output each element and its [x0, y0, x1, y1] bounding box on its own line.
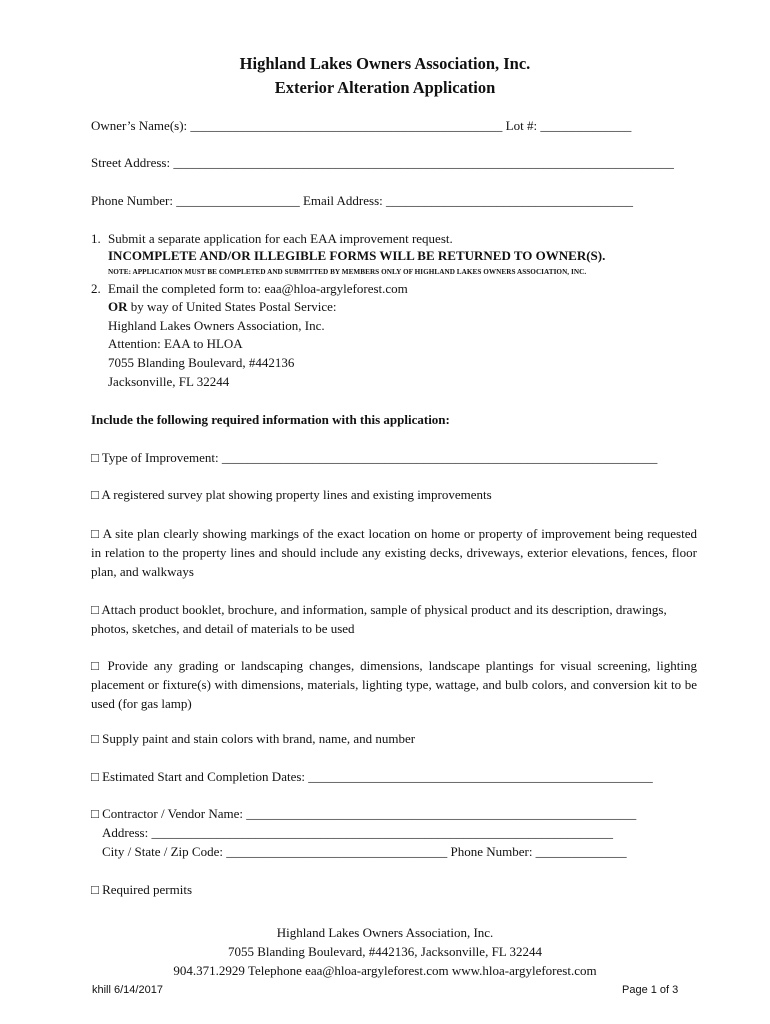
item-number: 1. [91, 231, 101, 246]
instruction-item-2: Email the completed form to: eaa@hloa-argyleforest.com [108, 281, 408, 296]
mail-street: 7055 Blanding Boulevard, #442136 [108, 355, 295, 370]
contractor-name-field[interactable]: □ Contractor / Vendor Name: ____________________________________________________________ [91, 806, 637, 821]
footer-org: Highland Lakes Owners Association, Inc. [276, 925, 494, 940]
contractor-address-field[interactable]: Address: _______________________________________________________________________ [102, 825, 613, 840]
start-completion-dates-field[interactable]: □ Estimated Start and Completion Dates: _____________________________________________________ [91, 769, 653, 784]
contractor-city-phone-field[interactable]: City / State / Zip Code: __________________________________ Phone Number: ______________ [102, 844, 627, 859]
required-permits-checkbox[interactable]: □ Required permits [91, 882, 192, 897]
form-title: Exterior Alteration Application [274, 78, 496, 97]
warning-text: INCOMPLETE AND/OR ILLEGIBLE FORMS WILL BE RETURNED TO OWNER(S). [108, 248, 606, 263]
site-plan-checkbox[interactable]: □ A site plan clearly showing markings of the exact location on home or property of improvement being requested in relation to the property lines and should include any existing decks, driveways, exterior elevations, fences, floor plan, and walkways [91, 526, 697, 579]
postal-option [108, 299, 337, 315]
page-number: Page 1 of 3 [622, 984, 679, 996]
product-booklet-checkbox[interactable]: □ Attach product booklet, brochure, and information, sample of physical product and its description, drawings, photos, sketches, and detail of materials to be used [91, 602, 667, 636]
organization-title: Highland Lakes Owners Association, Inc. [239, 54, 531, 73]
paint-colors-checkbox[interactable]: □ Supply paint and stain colors with brand, name, and number [91, 731, 416, 746]
owner-name-field[interactable]: Owner’s Name(s): ________________________________________________ Lot #: ______________ [91, 118, 632, 133]
footer-address: 7055 Blanding Boulevard, #442136, Jacksonville, FL 32244 [227, 944, 543, 959]
type-of-improvement-checkbox[interactable]: □ Type of Improvement: ___________________________________________________________________ [91, 450, 658, 465]
mail-name: Highland Lakes Owners Association, Inc. [108, 318, 325, 333]
mail-attention: Attention: EAA to HLOA [108, 336, 243, 351]
grading-landscaping-checkbox[interactable]: □ Provide any grading or landscaping changes, dimensions, landscape plantings for visual screening, lighting placement or fixture(s) with dimensions, materials, lighting type, wattage, and bulb colors, and conversion kit to be used (for gas lamp) [91, 658, 697, 711]
street-address-field[interactable]: Street Address: _____________________________________________________________________________ [91, 155, 674, 170]
or-text: by way of United States Postal Service: [127, 299, 337, 314]
phone-email-field[interactable]: Phone Number: ___________________ Email Address: ______________________________________ [91, 193, 634, 208]
required-info-heading: Include the following required information with this application: [91, 412, 450, 427]
footer-contact: 904.371.2929 Telephone eaa@hloa-argyleforest.com www.hloa-argyleforest.com [173, 963, 597, 978]
item-number: 2. [91, 281, 101, 296]
revision-stamp: khill 6/14/2017 [92, 984, 163, 996]
or-label: OR [108, 299, 128, 314]
mail-city: Jacksonville, FL 32244 [108, 374, 230, 389]
note-text: NOTE: APPLICATION MUST BE COMPLETED AND SUBMITTED BY MEMBERS ONLY OF HIGHLAND LAKES OWNERS ASSOCIATION, INC. [108, 268, 587, 276]
instruction-item-1: Submit a separate application for each EAA improvement request. [108, 231, 453, 246]
survey-plat-checkbox[interactable]: □ A registered survey plat showing property lines and existing improvements [91, 487, 492, 502]
